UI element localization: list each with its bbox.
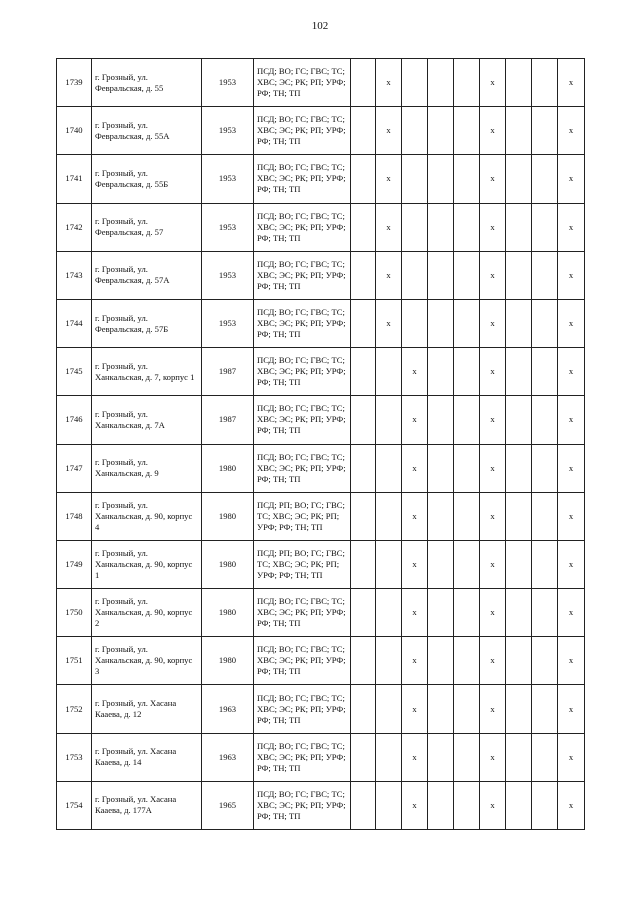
row-number: 1749 xyxy=(57,540,92,588)
table-row xyxy=(57,733,585,781)
mark-cell xyxy=(506,540,532,588)
mark-cell xyxy=(351,540,376,588)
mark-cell: x xyxy=(480,781,506,829)
mark-cell xyxy=(428,348,454,396)
mark-cell xyxy=(428,589,454,637)
row-number: 1748 xyxy=(57,492,92,540)
mark-cell xyxy=(532,685,558,733)
documentation-codes: ПСД; ВО; ГС; ГВС; ТС; ХВС; ЭС; РК; РП; УРФ; РФ; ТН; ТП xyxy=(254,396,351,444)
mark-cell: x xyxy=(558,733,585,781)
mark-cell: x xyxy=(402,540,428,588)
row-number: 1743 xyxy=(57,251,92,299)
documentation-codes: ПСД; РП; ВО; ГС; ГВС; ТС; ХВС; ЭС; РК; РП; УРФ; РФ; ТН; ТП xyxy=(254,492,351,540)
mark-cell: x xyxy=(480,59,506,107)
mark-cell: x xyxy=(480,348,506,396)
mark-cell: x xyxy=(480,444,506,492)
mark-cell xyxy=(428,444,454,492)
documentation-codes: ПСД; ВО; ГС; ГВС; ТС; ХВС; ЭС; РК; РП; УРФ; РФ; ТН; ТП xyxy=(254,444,351,492)
documentation-codes: ПСД; ВО; ГС; ГВС; ТС; ХВС; ЭС; РК; РП; УРФ; РФ; ТН; ТП xyxy=(254,637,351,685)
mark-cell xyxy=(454,781,480,829)
mark-cell xyxy=(402,203,428,251)
mark-cell xyxy=(532,251,558,299)
mark-cell: x xyxy=(376,107,402,155)
build-year: 1980 xyxy=(202,492,254,540)
documentation-codes: ПСД; ВО; ГС; ГВС; ТС; ХВС; ЭС; РК; РП; УРФ; РФ; ТН; ТП xyxy=(254,348,351,396)
mark-cell xyxy=(402,299,428,347)
build-year: 1953 xyxy=(202,59,254,107)
build-year: 1987 xyxy=(202,396,254,444)
mark-cell xyxy=(532,492,558,540)
building-address: г. Грозный, ул. Хасана Кааева, д. 12 xyxy=(92,685,202,733)
row-number: 1747 xyxy=(57,444,92,492)
mark-cell xyxy=(454,155,480,203)
mark-cell: x xyxy=(480,540,506,588)
mark-cell xyxy=(532,540,558,588)
row-number: 1744 xyxy=(57,299,92,347)
mark-cell: x xyxy=(480,396,506,444)
mark-cell xyxy=(454,589,480,637)
table-row xyxy=(57,685,585,733)
mark-cell: x xyxy=(480,155,506,203)
build-year: 1953 xyxy=(202,155,254,203)
mark-cell xyxy=(454,107,480,155)
mark-cell: x xyxy=(376,203,402,251)
mark-cell: x xyxy=(558,444,585,492)
row-number: 1751 xyxy=(57,637,92,685)
mark-cell xyxy=(351,685,376,733)
mark-cell xyxy=(351,155,376,203)
building-address: г. Грозный, ул. Февральская, д. 57Б xyxy=(92,299,202,347)
mark-cell xyxy=(454,396,480,444)
mark-cell xyxy=(351,299,376,347)
mark-cell: x xyxy=(402,396,428,444)
mark-cell: x xyxy=(402,781,428,829)
mark-cell: x xyxy=(480,203,506,251)
mark-cell: x xyxy=(480,637,506,685)
mark-cell xyxy=(428,251,454,299)
build-year: 1953 xyxy=(202,107,254,155)
mark-cell xyxy=(454,203,480,251)
mark-cell xyxy=(454,685,480,733)
documentation-codes: ПСД; ВО; ГС; ГВС; ТС; ХВС; ЭС; РК; РП; УРФ; РФ; ТН; ТП xyxy=(254,781,351,829)
mark-cell xyxy=(428,492,454,540)
mark-cell xyxy=(402,107,428,155)
table-row xyxy=(57,251,585,299)
mark-cell xyxy=(532,299,558,347)
mark-cell: x xyxy=(558,781,585,829)
documentation-codes: ПСД; ВО; ГС; ГВС; ТС; ХВС; ЭС; РК; РП; УРФ; РФ; ТН; ТП xyxy=(254,251,351,299)
mark-cell xyxy=(532,589,558,637)
mark-cell xyxy=(506,203,532,251)
mark-cell: x xyxy=(558,637,585,685)
mark-cell xyxy=(428,299,454,347)
build-year: 1953 xyxy=(202,299,254,347)
mark-cell xyxy=(351,107,376,155)
mark-cell: x xyxy=(376,59,402,107)
mark-cell xyxy=(532,203,558,251)
row-number: 1754 xyxy=(57,781,92,829)
build-year: 1987 xyxy=(202,348,254,396)
mark-cell xyxy=(402,59,428,107)
mark-cell xyxy=(428,396,454,444)
registry-body xyxy=(57,59,585,830)
mark-cell: x xyxy=(480,299,506,347)
mark-cell: x xyxy=(558,251,585,299)
mark-cell xyxy=(506,59,532,107)
mark-cell: x xyxy=(558,348,585,396)
mark-cell: x xyxy=(402,685,428,733)
building-address: г. Грозный, ул. Хасана Кааева, д. 14 xyxy=(92,733,202,781)
building-address: г. Грозный, ул. Ханкальская, д. 7, корпус 1 xyxy=(92,348,202,396)
mark-cell: x xyxy=(480,492,506,540)
mark-cell: x xyxy=(558,492,585,540)
row-number: 1742 xyxy=(57,203,92,251)
mark-cell xyxy=(351,59,376,107)
mark-cell xyxy=(506,155,532,203)
mark-cell xyxy=(428,540,454,588)
mark-cell xyxy=(376,781,402,829)
mark-cell: x xyxy=(402,733,428,781)
documentation-codes: ПСД; РП; ВО; ГС; ГВС; ТС; ХВС; ЭС; РК; РП; УРФ; РФ; ТН; ТП xyxy=(254,540,351,588)
mark-cell xyxy=(351,781,376,829)
mark-cell xyxy=(351,203,376,251)
table-row xyxy=(57,155,585,203)
mark-cell xyxy=(532,733,558,781)
table-row xyxy=(57,299,585,347)
building-address: г. Грозный, ул. Ханкальская, д. 90, корпус 2 xyxy=(92,589,202,637)
mark-cell xyxy=(428,781,454,829)
mark-cell: x xyxy=(376,155,402,203)
mark-cell: x xyxy=(480,251,506,299)
mark-cell xyxy=(532,781,558,829)
mark-cell xyxy=(402,251,428,299)
mark-cell: x xyxy=(480,685,506,733)
mark-cell xyxy=(506,492,532,540)
building-address: г. Грозный, ул. Ханкальская, д. 90, корпус 4 xyxy=(92,492,202,540)
mark-cell xyxy=(506,733,532,781)
mark-cell xyxy=(376,733,402,781)
building-address: г. Грозный, ул. Ханкальская, д. 90, корпус 3 xyxy=(92,637,202,685)
row-number: 1740 xyxy=(57,107,92,155)
mark-cell xyxy=(506,396,532,444)
documentation-codes: ПСД; ВО; ГС; ГВС; ТС; ХВС; ЭС; РК; РП; УРФ; РФ; ТН; ТП xyxy=(254,155,351,203)
mark-cell xyxy=(454,540,480,588)
table-row xyxy=(57,637,585,685)
mark-cell: x xyxy=(558,203,585,251)
mark-cell xyxy=(351,733,376,781)
row-number: 1745 xyxy=(57,348,92,396)
documentation-codes: ПСД; ВО; ГС; ГВС; ТС; ХВС; ЭС; РК; РП; УРФ; РФ; ТН; ТП xyxy=(254,59,351,107)
mark-cell: x xyxy=(480,589,506,637)
documentation-codes: ПСД; ВО; ГС; ГВС; ТС; ХВС; ЭС; РК; РП; УРФ; РФ; ТН; ТП xyxy=(254,203,351,251)
mark-cell xyxy=(428,637,454,685)
mark-cell xyxy=(506,107,532,155)
mark-cell: x xyxy=(480,107,506,155)
mark-cell: x xyxy=(376,251,402,299)
build-year: 1965 xyxy=(202,781,254,829)
table-row xyxy=(57,492,585,540)
mark-cell xyxy=(376,685,402,733)
mark-cell xyxy=(351,589,376,637)
mark-cell xyxy=(506,251,532,299)
mark-cell xyxy=(532,637,558,685)
mark-cell xyxy=(454,444,480,492)
mark-cell xyxy=(454,637,480,685)
mark-cell xyxy=(506,348,532,396)
mark-cell: x xyxy=(402,492,428,540)
documentation-codes: ПСД; ВО; ГС; ГВС; ТС; ХВС; ЭС; РК; РП; УРФ; РФ; ТН; ТП xyxy=(254,299,351,347)
documentation-codes: ПСД; ВО; ГС; ГВС; ТС; ХВС; ЭС; РК; РП; УРФ; РФ; ТН; ТП xyxy=(254,685,351,733)
mark-cell xyxy=(454,348,480,396)
mark-cell: x xyxy=(480,733,506,781)
mark-cell: x xyxy=(402,444,428,492)
page-number: 102 xyxy=(311,20,329,32)
mark-cell: x xyxy=(558,299,585,347)
mark-cell xyxy=(428,59,454,107)
table-row xyxy=(57,589,585,637)
mark-cell xyxy=(428,107,454,155)
mark-cell xyxy=(532,444,558,492)
build-year: 1953 xyxy=(202,251,254,299)
building-address: г. Грозный, ул. Ханкальская, д. 9 xyxy=(92,444,202,492)
mark-cell xyxy=(428,155,454,203)
mark-cell xyxy=(376,444,402,492)
row-number: 1753 xyxy=(57,733,92,781)
building-registry-table xyxy=(56,58,585,830)
build-year: 1980 xyxy=(202,589,254,637)
mark-cell xyxy=(454,251,480,299)
build-year: 1980 xyxy=(202,444,254,492)
building-address: г. Грозный, ул. Ханкальская, д. 90, корпус 1 xyxy=(92,540,202,588)
mark-cell xyxy=(532,107,558,155)
mark-cell xyxy=(428,685,454,733)
mark-cell: x xyxy=(558,685,585,733)
mark-cell xyxy=(454,492,480,540)
mark-cell xyxy=(506,637,532,685)
table-row xyxy=(57,59,585,107)
mark-cell: x xyxy=(558,589,585,637)
mark-cell xyxy=(376,492,402,540)
building-address: г. Грозный, ул. Ханкальская, д. 7А xyxy=(92,396,202,444)
documentation-codes: ПСД; ВО; ГС; ГВС; ТС; ХВС; ЭС; РК; РП; УРФ; РФ; ТН; ТП xyxy=(254,107,351,155)
mark-cell xyxy=(506,781,532,829)
mark-cell xyxy=(454,299,480,347)
mark-cell xyxy=(532,59,558,107)
documentation-codes: ПСД; ВО; ГС; ГВС; ТС; ХВС; ЭС; РК; РП; УРФ; РФ; ТН; ТП xyxy=(254,733,351,781)
mark-cell xyxy=(351,444,376,492)
table-row xyxy=(57,348,585,396)
build-year: 1963 xyxy=(202,685,254,733)
mark-cell xyxy=(351,348,376,396)
mark-cell xyxy=(532,396,558,444)
mark-cell: x xyxy=(376,299,402,347)
build-year: 1963 xyxy=(202,733,254,781)
build-year: 1980 xyxy=(202,540,254,588)
table-row xyxy=(57,107,585,155)
mark-cell xyxy=(402,155,428,203)
building-address: г. Грозный, ул. Хасана Кааева, д. 177А xyxy=(92,781,202,829)
mark-cell: x xyxy=(558,396,585,444)
mark-cell xyxy=(532,348,558,396)
building-address: г. Грозный, ул. Февральская, д. 55 xyxy=(92,59,202,107)
row-number: 1752 xyxy=(57,685,92,733)
mark-cell: x xyxy=(558,107,585,155)
mark-cell: x xyxy=(558,540,585,588)
row-number: 1739 xyxy=(57,59,92,107)
mark-cell xyxy=(376,589,402,637)
table-row xyxy=(57,203,585,251)
mark-cell: x xyxy=(402,348,428,396)
row-number: 1741 xyxy=(57,155,92,203)
mark-cell: x xyxy=(558,59,585,107)
table-row xyxy=(57,396,585,444)
mark-cell xyxy=(376,540,402,588)
table-row xyxy=(57,444,585,492)
mark-cell xyxy=(506,589,532,637)
mark-cell xyxy=(506,444,532,492)
mark-cell: x xyxy=(402,637,428,685)
building-address: г. Грозный, ул. Февральская, д. 57А xyxy=(92,251,202,299)
table-row xyxy=(57,781,585,829)
mark-cell xyxy=(376,396,402,444)
mark-cell xyxy=(376,637,402,685)
build-year: 1953 xyxy=(202,203,254,251)
mark-cell xyxy=(351,251,376,299)
row-number: 1750 xyxy=(57,589,92,637)
mark-cell xyxy=(351,492,376,540)
mark-cell xyxy=(506,685,532,733)
row-number: 1746 xyxy=(57,396,92,444)
mark-cell xyxy=(351,396,376,444)
mark-cell xyxy=(376,348,402,396)
mark-cell xyxy=(428,733,454,781)
mark-cell: x xyxy=(402,589,428,637)
mark-cell xyxy=(428,203,454,251)
mark-cell xyxy=(506,299,532,347)
documentation-codes: ПСД; ВО; ГС; ГВС; ТС; ХВС; ЭС; РК; РП; УРФ; РФ; ТН; ТП xyxy=(254,589,351,637)
mark-cell xyxy=(454,59,480,107)
mark-cell xyxy=(454,733,480,781)
build-year: 1980 xyxy=(202,637,254,685)
mark-cell xyxy=(351,637,376,685)
building-address: г. Грозный, ул. Февральская, д. 55Б xyxy=(92,155,202,203)
mark-cell xyxy=(532,155,558,203)
building-address: г. Грозный, ул. Февральская, д. 57 xyxy=(92,203,202,251)
building-address: г. Грозный, ул. Февральская, д. 55А xyxy=(92,107,202,155)
table-row xyxy=(57,540,585,588)
mark-cell: x xyxy=(558,155,585,203)
